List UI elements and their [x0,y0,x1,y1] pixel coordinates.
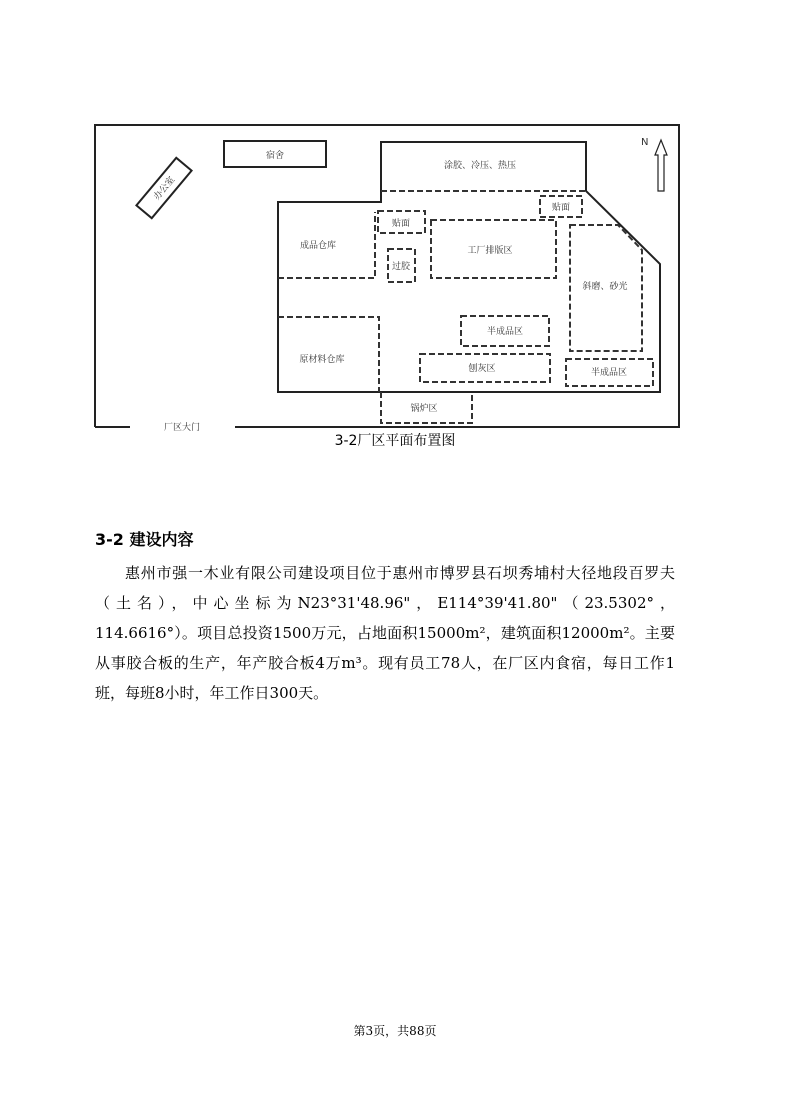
north-label: N [641,137,649,148]
assembly-label: 工厂排版区 [467,246,513,256]
office-label: 办公室 [152,175,178,203]
body-paragraph: 惠州市强一木业有限公司建设项目位于惠州市博罗县石坝秀埔村大径地段百罗夫（土名），中心坐标为N23°31'48.96"，E114°39'41.80"（23.5302°，114.6616°）。项目总投资1500万元，占地面积15000m²，建筑面积12000m²。主要从事胶合板的生产，年产胶合板4万m³。现有员工78人，在厂区内食宿，每日工作1班，每班8小时，年工作日300天。 [95,564,675,702]
veneer-label-1: 贴面 [391,219,411,229]
boiler-label: 锅炉区 [410,404,438,414]
glue-press-label: 涂胶、冷压、热压 [443,161,517,171]
factory-layout-plan [0,0,790,440]
figure-caption: 3-2厂区平面布置图 [334,433,456,449]
north-arrow-icon [655,140,667,191]
glue-pass-label: 过胶 [391,262,411,272]
section-heading: 3-2 建设内容 [95,530,194,549]
semi-finished-label-1: 半成品区 [486,327,524,337]
semi-finished-label-2: 半成品区 [590,368,628,378]
raw-warehouse-label: 原材料仓库 [299,355,345,365]
veneer-label-2: 贴面 [551,203,571,213]
sanding-label: 斜磨、砂光 [582,282,628,292]
gate-label: 厂区大门 [163,423,201,433]
page-footer: 第3页，共88页 [353,1024,437,1038]
dormitory-label: 宿舍 [265,151,285,161]
peeling-label: 刨灰区 [468,364,496,374]
finished-warehouse-label: 成品仓库 [299,241,337,251]
